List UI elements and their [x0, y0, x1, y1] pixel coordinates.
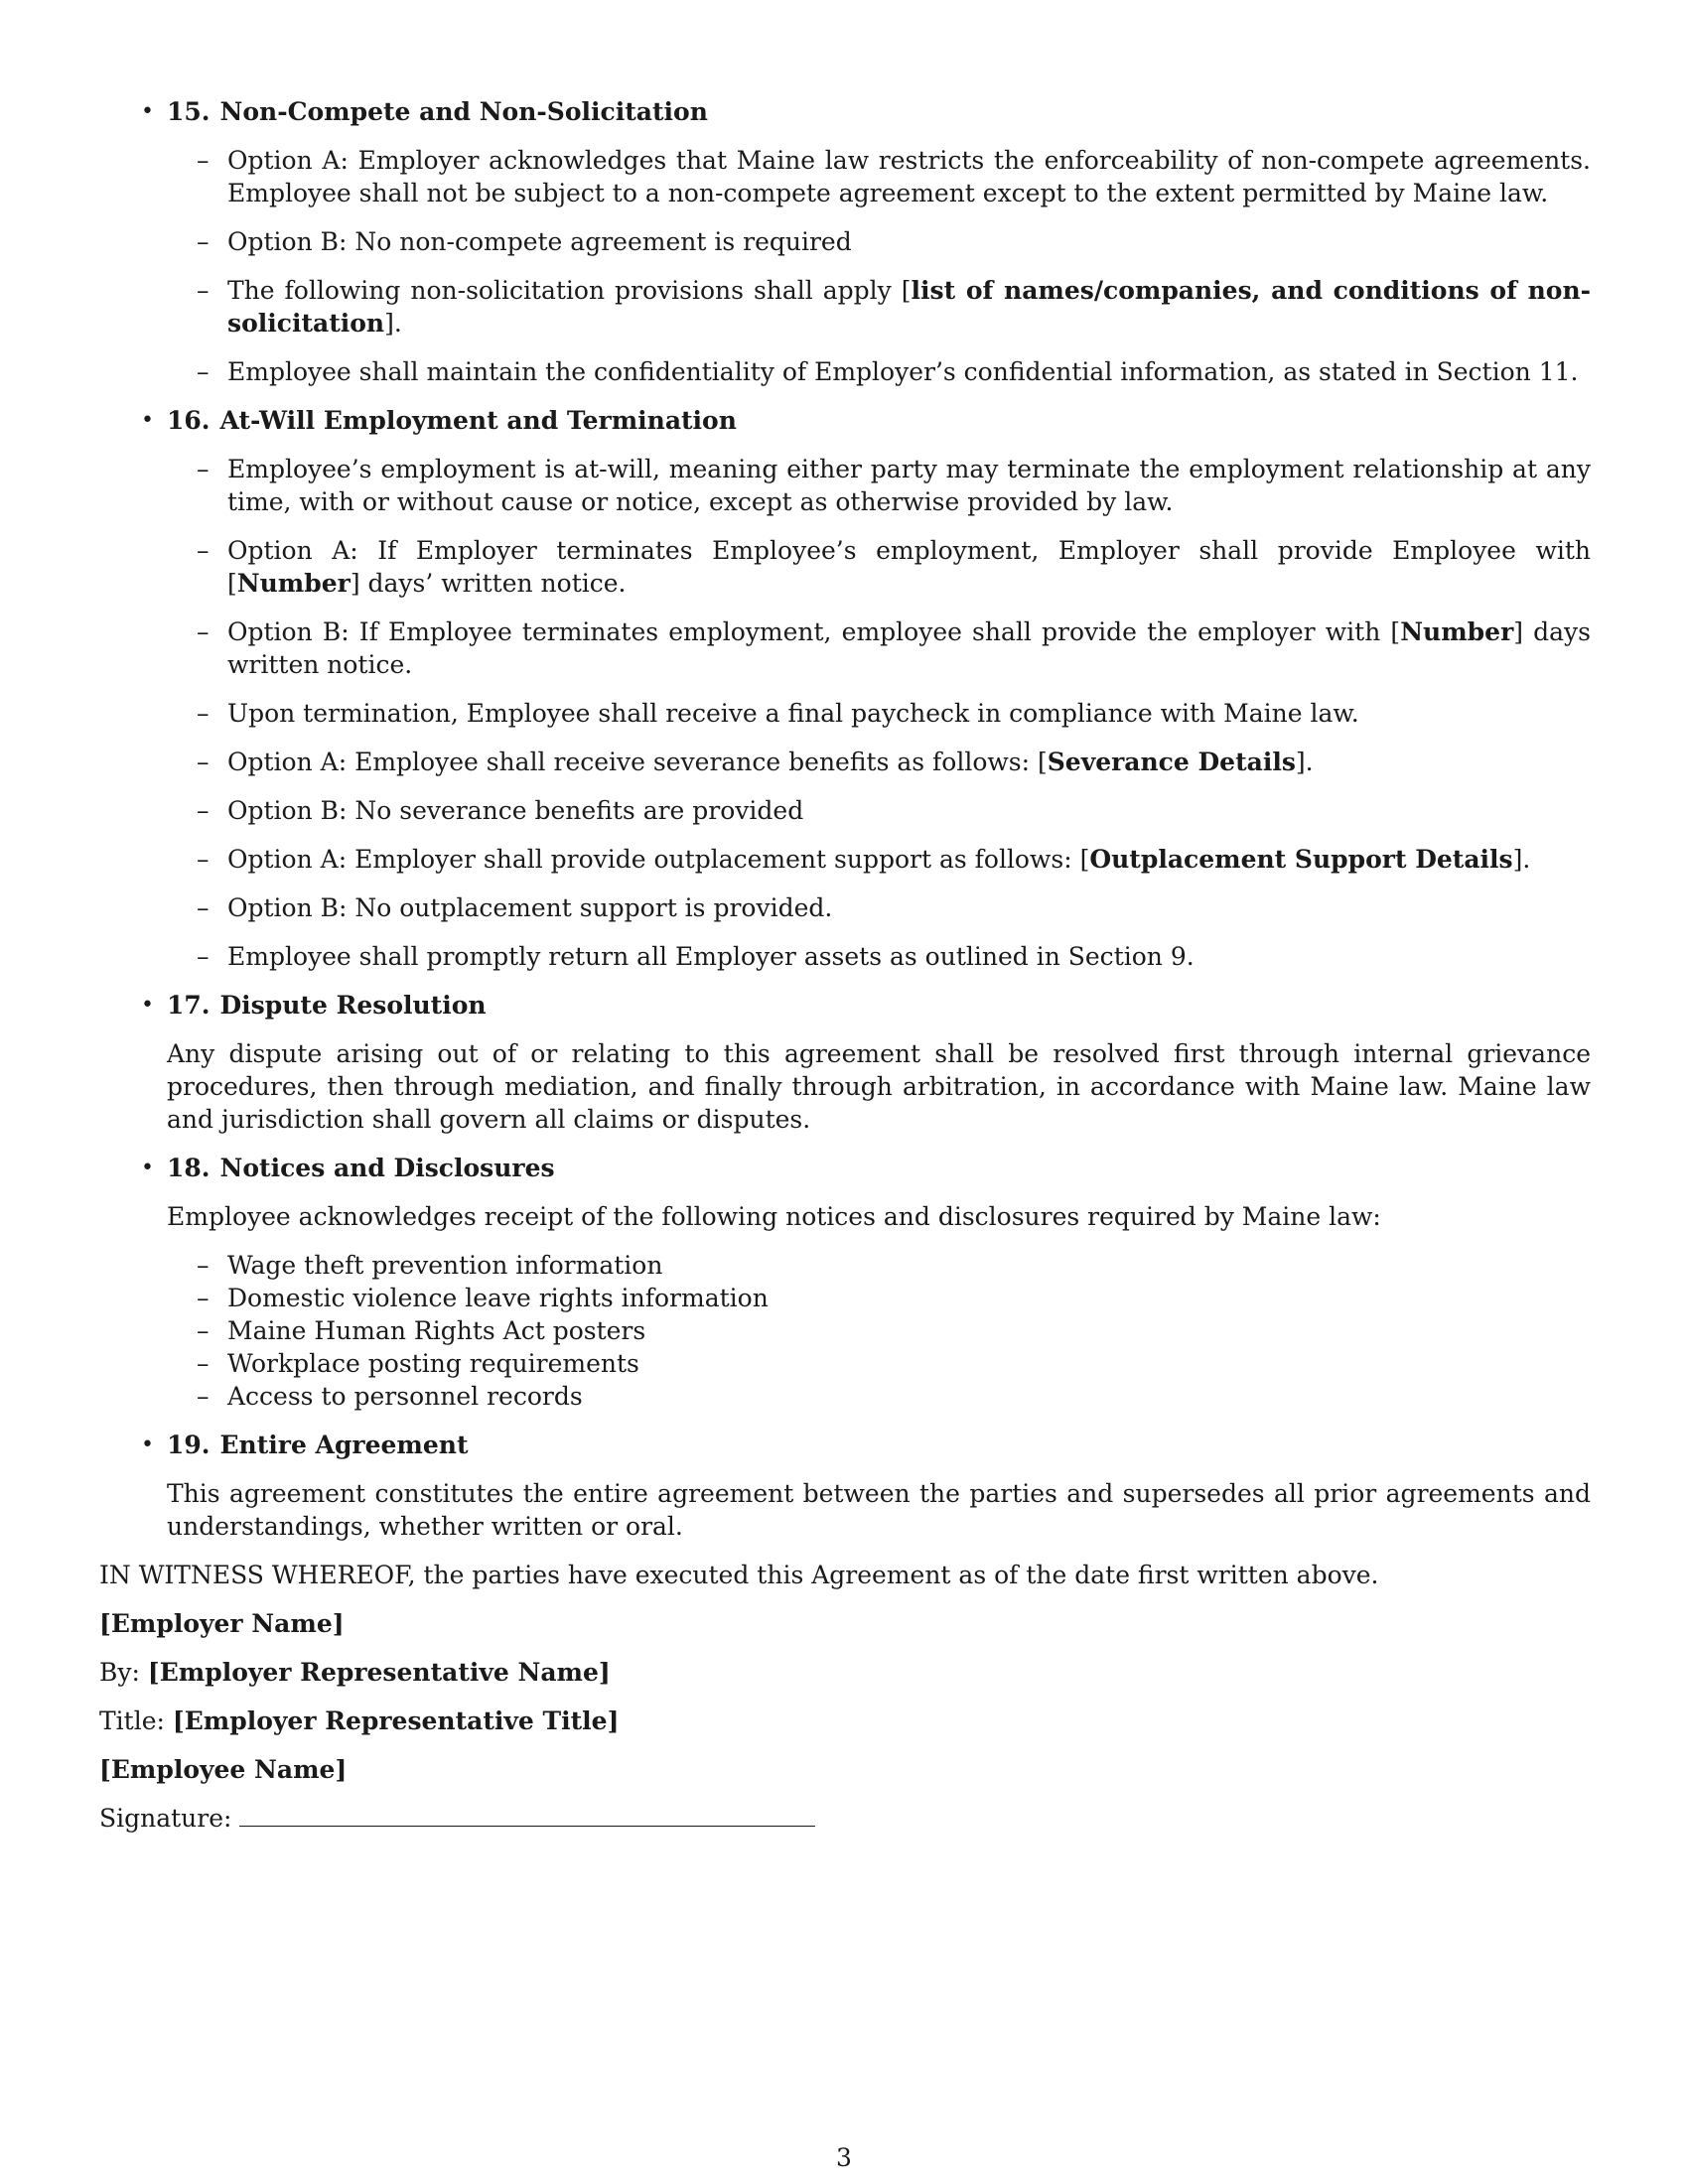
bullet: •	[141, 99, 154, 124]
placeholder-field: Number	[1400, 617, 1514, 646]
section-15-item-1: – Option A: Employer acknowledges that Maine law restricts the enforceability of non-compete agreements. Employee shall not be subject to a non-compete agreement except to the extent permitted by Maine law.	[197, 146, 1591, 207]
section-16-item-6: – Option B: No severance benefits are provided	[197, 796, 804, 825]
section-heading: 15. Non-Compete and Non-Solicitation	[167, 97, 708, 126]
section-16-item-1: – Employee’s employment is at-will, meaning either party may terminate the employment relationship at any time, with or without cause or notice, except as otherwise provided by law.	[197, 455, 1591, 516]
section-16-item-2: – Option A: If Employer terminates Employee’s employment, Employer shall provide Employee with [Number] days’ written notice.	[197, 536, 1591, 598]
section-16-item-9: – Employee shall promptly return all Employer assets as outlined in Section 9.	[197, 942, 1195, 971]
bullet: •	[141, 408, 154, 433]
list-item: – Domestic violence leave rights information	[197, 1284, 769, 1312]
section-16-item-7: – Option A: Employer shall provide outplacement support as follows: [Outplacement Support Details].	[197, 845, 1531, 874]
placeholder-field: Number	[236, 569, 351, 598]
section-18-body: Employee acknowledges receipt of the following notices and disclosures required by Maine law:	[167, 1202, 1381, 1231]
list-item: – Maine Human Rights Act posters	[197, 1316, 646, 1345]
disclosure-list	[167, 1249, 1591, 1413]
section-15-item-3: – The following non-solicitation provisions shall apply [list of names/companies, and conditions of non-solicitation].	[197, 276, 1591, 338]
list-item: – Workplace posting requirements	[197, 1349, 639, 1378]
list-item: – Wage theft prevention information	[197, 1251, 663, 1280]
employer-title-line: Title: [Employer Representative Title]	[99, 1706, 620, 1735]
section-16-item-5: – Option A: Employee shall receive severance benefits as follows: [Severance Details].	[197, 748, 1314, 776]
section-16-item-4: – Upon termination, Employee shall receive a final paycheck in compliance with Maine law.	[197, 699, 1359, 728]
bullet: •	[141, 1156, 154, 1180]
document-page	[99, 95, 1591, 1850]
section-19	[141, 1429, 1591, 1543]
signature-line: Signature:	[99, 1802, 1591, 1835]
page-number: 3	[836, 2143, 852, 2172]
section-16-item-3: – Option B: If Employee terminates employment, employee shall provide the employer with [Number] days written notice.	[197, 617, 1592, 679]
bullet: •	[141, 993, 154, 1018]
placeholder-field: Severance Details	[1047, 748, 1296, 776]
section-18	[141, 1152, 1591, 1413]
signature-field[interactable]	[239, 1802, 815, 1827]
section-15-item-4: – Employee shall maintain the confidentiality of Employer’s confidential information, as stated in Section 11.	[197, 357, 1579, 386]
section-16-item-8: – Option B: No outplacement support is provided.	[197, 893, 833, 922]
employer-representative-line: By: [Employer Representative Name]	[99, 1658, 611, 1687]
section-heading: 16. At-Will Employment and Termination	[167, 406, 737, 435]
bullet: •	[141, 1433, 154, 1457]
witness-statement: IN WITNESS WHEREOF, the parties have executed this Agreement as of the date first written above.	[99, 1561, 1379, 1589]
section-15-item-2: – Option B: No non-compete agreement is required	[197, 227, 852, 256]
placeholder-field: list of names/companies, and conditions of non-solicitation	[227, 276, 1591, 338]
employee-name-placeholder: [Employee Name]	[99, 1755, 348, 1784]
section-heading: 18. Notices and Disclosures	[167, 1154, 555, 1182]
section-heading: 17. Dispute Resolution	[167, 991, 487, 1020]
section-heading: 19. Entire Agreement	[167, 1431, 469, 1459]
section-19-body: This agreement constitutes the entire agreement between the parties and supersedes all prior agreements and understandings, whether written or oral.	[167, 1479, 1591, 1541]
employer-name-placeholder: [Employer Name]	[99, 1609, 345, 1638]
section-15	[141, 95, 1591, 388]
section-17-body: Any dispute arising out of or relating to this agreement shall be resolved first through internal grievance procedures, then through mediation, and finally through arbitration, in accordance with Maine law. Maine law and jurisdiction shall govern all claims or disputes.	[167, 1039, 1591, 1134]
section-16	[141, 404, 1592, 973]
section-17	[141, 989, 1591, 1136]
list-item: – Access to personnel records	[197, 1382, 583, 1411]
placeholder-field: Outplacement Support Details	[1089, 845, 1513, 874]
